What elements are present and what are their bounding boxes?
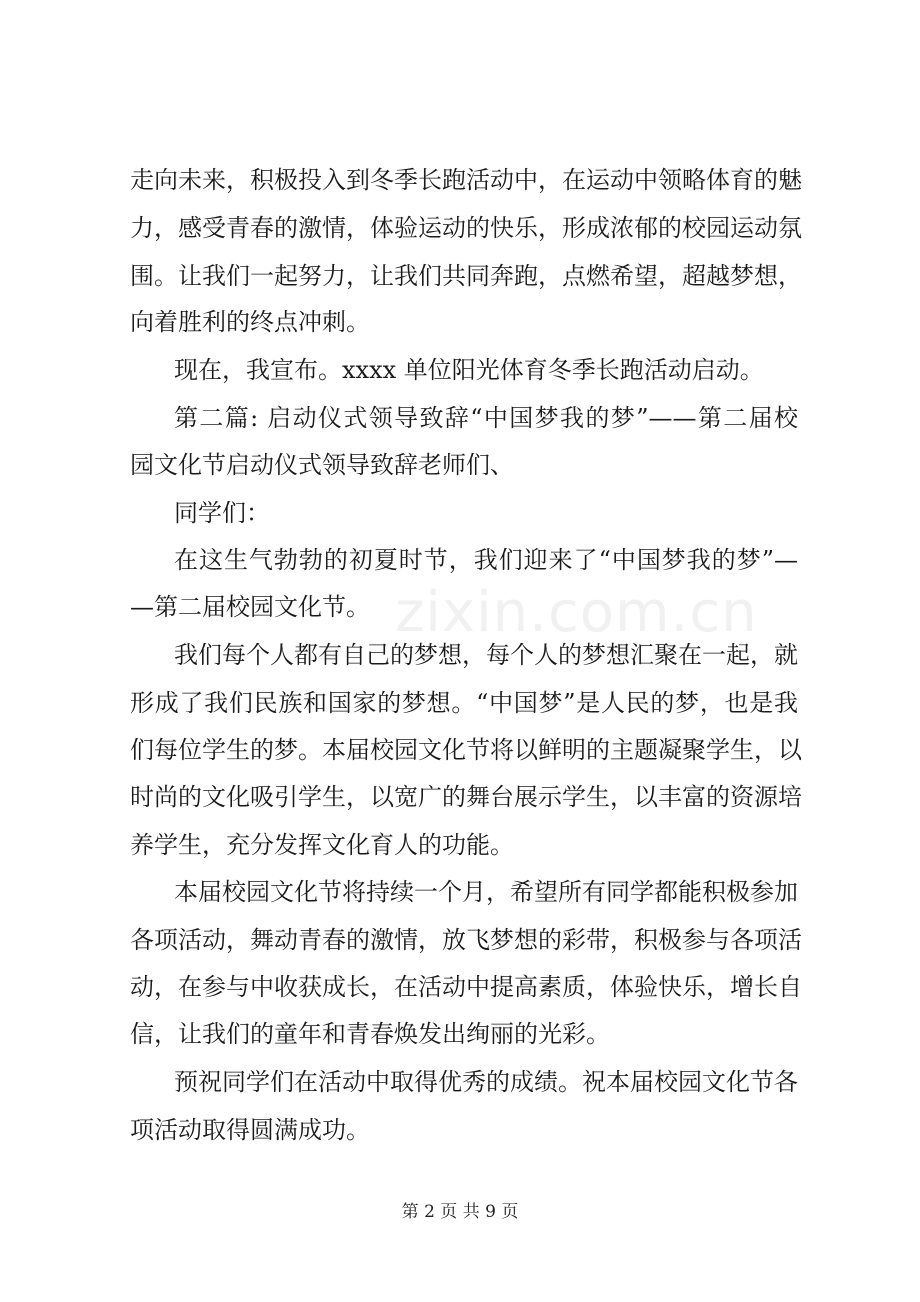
body-text-line: 们每位学生的梦。本届校园文化节将以鲜明的主题凝聚学生，以 (130, 736, 802, 764)
body-text-line: 形成了我们民族和国家的梦想。“中国梦”是人民的梦，也是我 (130, 689, 798, 717)
body-text-line: 信，让我们的童年和青春焕发出绚丽的光彩。 (130, 1020, 610, 1048)
body-text-line: 各项活动，舞动青春的激情，放飞梦想的彩带，积极参与各项活 (130, 926, 802, 954)
body-text-line: 力，感受青春的激情，体验运动的快乐，形成浓郁的校园运动氛 (130, 214, 802, 242)
watermark: zixin.com.cn (395, 580, 758, 645)
body-text-line: 动，在参与中收获成长，在活动中提高素质，体验快乐，增长自 (130, 973, 802, 1001)
body-text-line: 我们每个人都有自己的梦想，每个人的梦想汇聚在一起，就 (174, 641, 798, 669)
section-heading-line: 第二篇: 启动仪式领导致辞“中国梦我的梦”——第二届校 (174, 404, 798, 432)
body-text-line: —第二届校园文化节。 (130, 593, 370, 621)
page-footer: 第 2 页 共 9 页 (401, 1202, 519, 1222)
section-heading-line: 园文化节启动仪式领导致辞老师们、 (130, 451, 514, 479)
salutation-line: 同学们： (174, 499, 270, 527)
body-text-line: 现在，我宣布。xxxx 单位阳光体育冬季长跑活动启动。 (174, 356, 764, 384)
body-text-line: 在这生气勃勃的初夏时节，我们迎来了“中国梦我的梦”— (174, 546, 798, 574)
body-text-line: 养学生，充分发挥文化育人的功能。 (130, 831, 514, 859)
body-text-line: 项活动取得圆满成功。 (130, 1116, 370, 1144)
body-text-line: 时尚的文化吸引学生，以宽广的舞台展示学生，以丰富的资源培 (130, 783, 802, 811)
body-text-line: 走向未来，积极投入到冬季长跑活动中，在运动中领略体育的魅 (130, 166, 802, 194)
body-text-line: 向着胜利的终点冲刺。 (130, 308, 370, 336)
body-text-line: 围。让我们一起努力，让我们共同奔跑，点燃希望，超越梦想， (130, 262, 802, 290)
body-text-line: 预祝同学们在活动中取得优秀的成绩。祝本届校园文化节各 (174, 1068, 798, 1096)
body-text-line: 本届校园文化节将持续一个月，希望所有同学都能积极参加 (174, 878, 798, 906)
